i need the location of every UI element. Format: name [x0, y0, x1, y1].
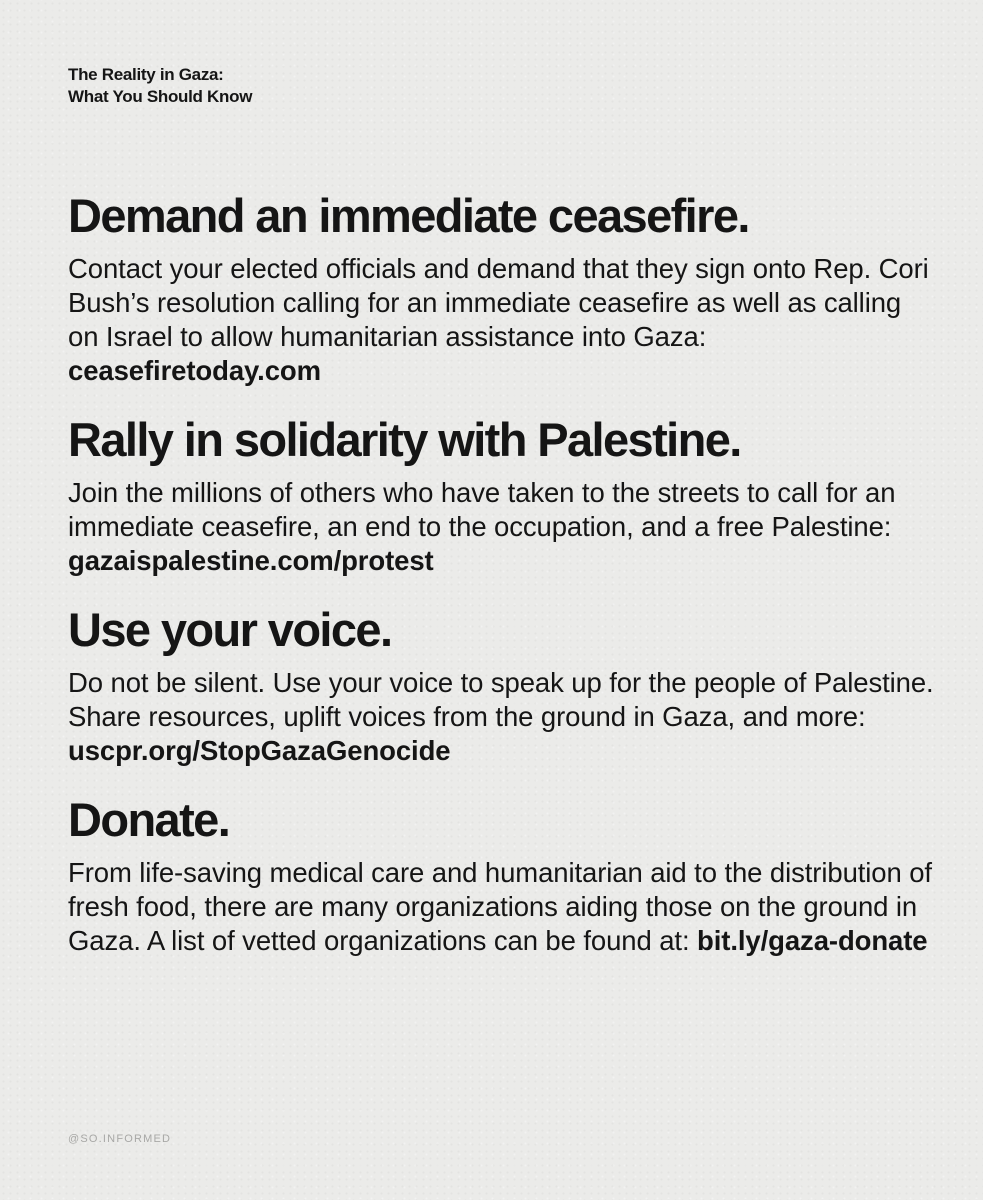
section-heading: Rally in solidarity with Palestine. — [68, 413, 741, 466]
section-text: Join the millions of others who have taken to the streets to call for an immediate ceasefire, an end to the occupation, and a free Palestine: — [68, 477, 896, 542]
section-text: From life-saving medical care and humanitarian aid to the distribution of fresh food, there are many organizations aiding those on the ground in Gaza. A list of vetted organizations can be found at: — [68, 857, 932, 956]
ceasefire-link[interactable]: ceasefiretoday.com — [68, 355, 321, 386]
section-voice — [68, 604, 938, 768]
footer-handle: @SO.INFORMED — [68, 1133, 172, 1145]
section-heading: Use your voice. — [68, 603, 392, 656]
page-kicker — [68, 64, 252, 108]
main-content — [68, 190, 938, 958]
section-body — [68, 856, 938, 958]
section-heading: Donate. — [68, 793, 230, 846]
section-donate — [68, 794, 938, 958]
kicker-line-2: What You Should Know — [68, 87, 253, 106]
protest-link[interactable]: gazaispalestine.com/protest — [68, 545, 434, 576]
section-text: Contact your elected officials and demand that they sign onto Rep. Cori Bush’s resolution calling for an immediate ceasefire as well as calling on Israel to allow humanitarian assistance into Gaza: — [68, 253, 929, 352]
donate-link[interactable]: bit.ly/gaza-donate — [697, 925, 928, 956]
section-body — [68, 666, 938, 768]
section-ceasefire — [68, 190, 938, 388]
uscpr-link[interactable]: uscpr.org/StopGazaGenocide — [68, 735, 451, 766]
section-text: Do not be silent. Use your voice to speak up for the people of Palestine. Share resources, uplift voices from the ground in Gaza, and more: — [68, 667, 934, 732]
kicker-line-1: The Reality in Gaza: — [68, 65, 224, 84]
section-heading: Demand an immediate ceasefire. — [68, 189, 749, 242]
section-rally — [68, 414, 938, 578]
section-body — [68, 252, 938, 388]
section-body — [68, 476, 938, 578]
